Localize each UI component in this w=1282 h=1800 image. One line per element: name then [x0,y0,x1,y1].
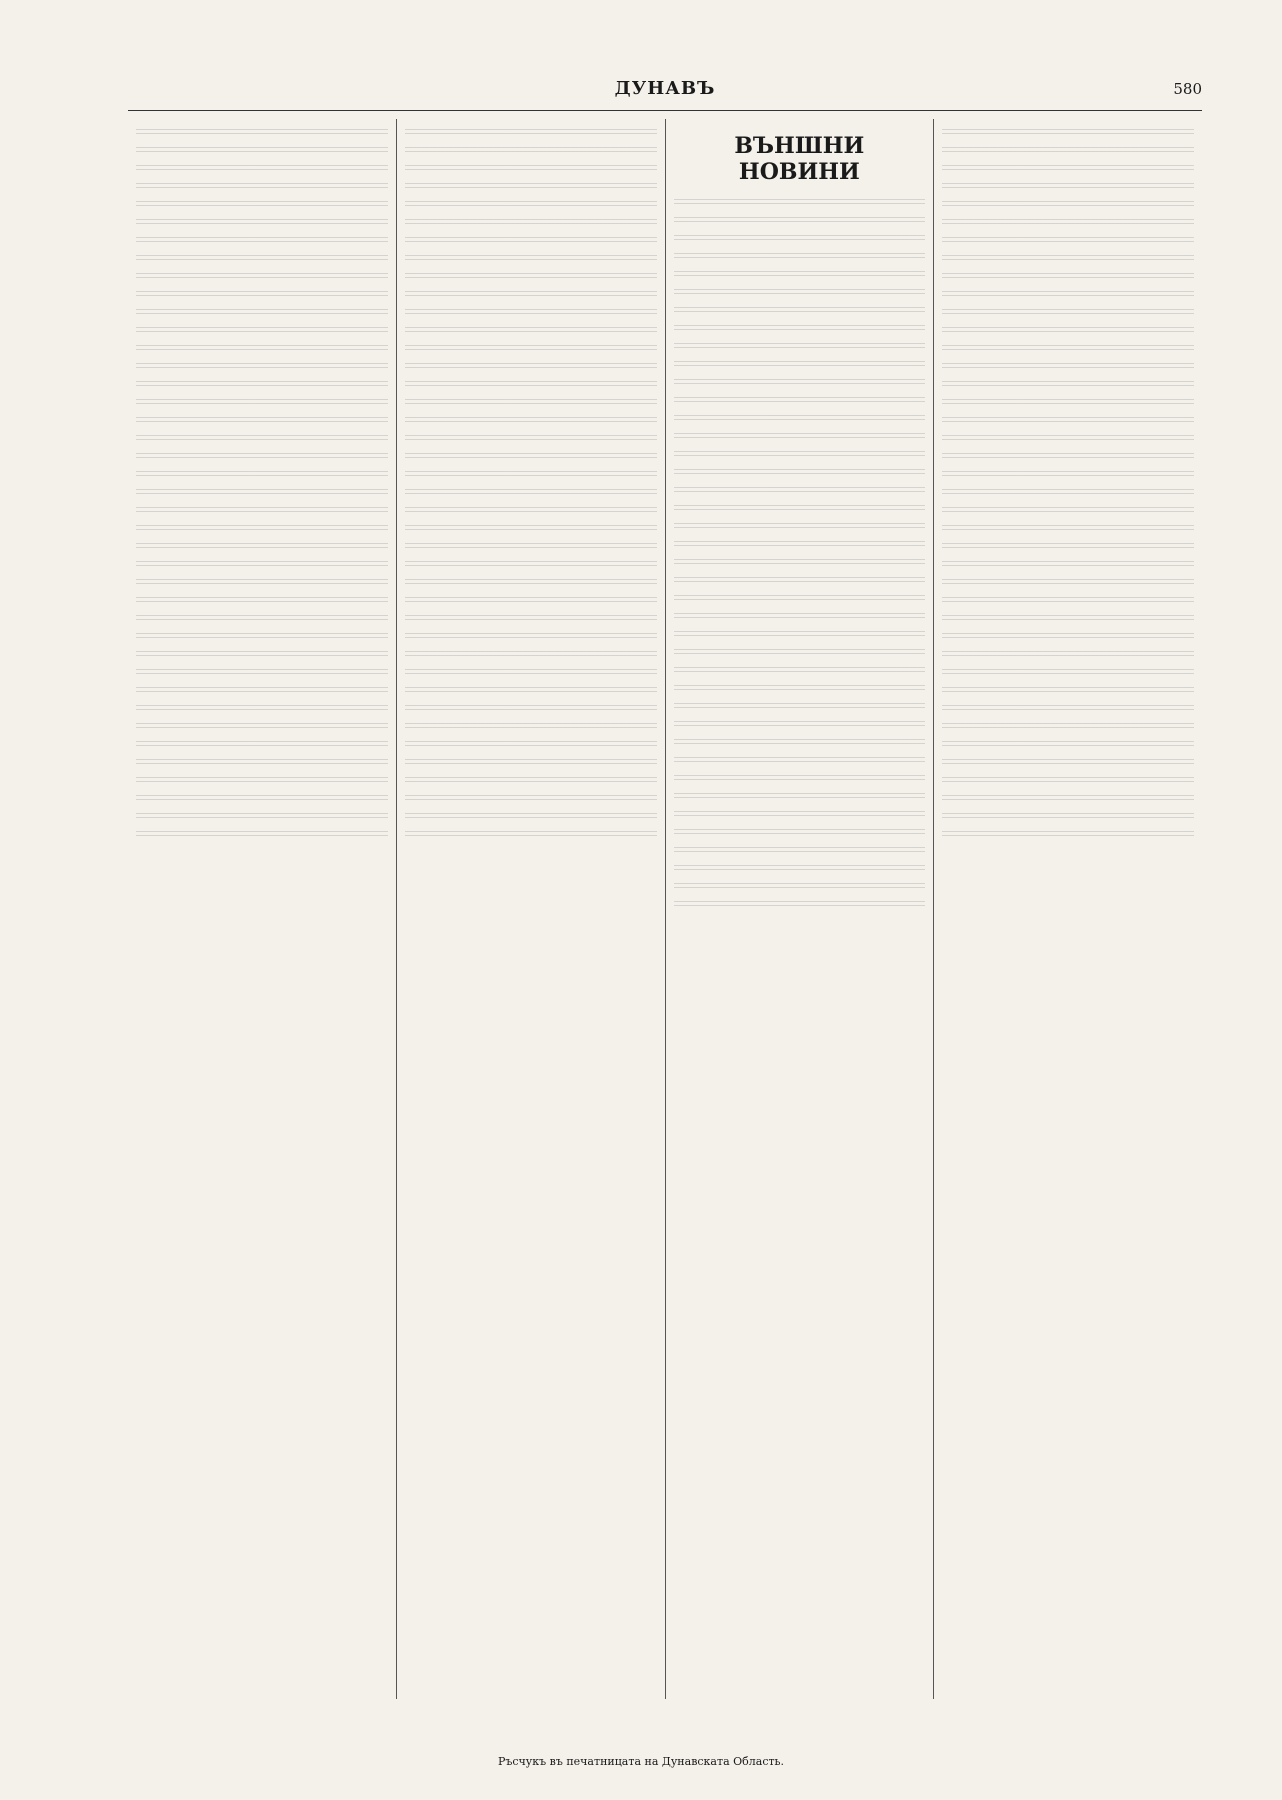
text-line-placeholder [136,399,388,407]
text-line-placeholder [942,633,1194,641]
text-line-placeholder [942,165,1194,173]
text-line-placeholder [405,669,657,677]
text-line-placeholder [674,559,926,567]
text-line-placeholder [405,687,657,695]
text-line-placeholder [136,381,388,389]
text-line-placeholder [674,199,926,207]
text-line-placeholder [136,327,388,335]
text-line-placeholder [674,829,926,837]
text-line-placeholder [405,813,657,821]
page-number: 580 [1173,80,1202,98]
text-columns [128,119,1202,1699]
text-line-placeholder [405,705,657,713]
text-line-placeholder [136,525,388,533]
text-line-placeholder [405,219,657,227]
text-line-placeholder [136,147,388,155]
text-line-placeholder [405,345,657,353]
text-line-placeholder [136,651,388,659]
text-line-placeholder [942,237,1194,245]
text-line-placeholder [405,201,657,209]
text-line-placeholder [674,469,926,477]
text-line-placeholder [405,363,657,371]
text-line-placeholder [136,777,388,785]
text-line-placeholder [942,291,1194,299]
text-line-placeholder [942,309,1194,317]
text-line-placeholder [405,795,657,803]
text-line-placeholder [942,543,1194,551]
text-line-placeholder [405,471,657,479]
text-line-placeholder [942,669,1194,677]
text-line-placeholder [674,613,926,621]
text-line-placeholder [674,901,926,909]
text-line-placeholder [942,129,1194,137]
text-line-placeholder [674,289,926,297]
text-line-placeholder [942,777,1194,785]
text-line-placeholder [405,453,657,461]
text-line-placeholder [136,165,388,173]
text-line-placeholder [942,759,1194,767]
text-line-placeholder [674,541,926,549]
text-line-placeholder [136,435,388,443]
column-2 [397,119,666,1699]
text-line-placeholder [674,253,926,261]
text-line-placeholder [942,345,1194,353]
text-line-placeholder [405,255,657,263]
text-line-placeholder [405,831,657,839]
text-line-placeholder [674,685,926,693]
text-line-placeholder [942,399,1194,407]
text-line-placeholder [942,201,1194,209]
text-line-placeholder [942,615,1194,623]
text-line-placeholder [136,237,388,245]
text-line-placeholder [942,579,1194,587]
column-3 [666,119,935,1699]
text-line-placeholder [136,597,388,605]
text-line-placeholder [136,201,388,209]
text-line-placeholder [136,669,388,677]
text-line-placeholder [405,777,657,785]
text-line-placeholder [405,417,657,425]
text-line-placeholder [674,307,926,315]
text-line-placeholder [136,309,388,317]
text-line-placeholder [942,723,1194,731]
text-line-placeholder [942,525,1194,533]
text-line-placeholder [405,615,657,623]
text-line-placeholder [136,813,388,821]
text-line-placeholder [942,453,1194,461]
text-line-placeholder [136,183,388,191]
text-line-placeholder [405,507,657,515]
text-line-placeholder [405,525,657,533]
text-line-placeholder [405,381,657,389]
text-line-placeholder [405,633,657,641]
masthead [128,70,1202,111]
text-line-placeholder [674,793,926,801]
text-line-placeholder [674,343,926,351]
text-line-placeholder [674,451,926,459]
text-line-placeholder [136,507,388,515]
text-line-placeholder [136,615,388,623]
text-line-placeholder [674,577,926,585]
text-line-placeholder [942,471,1194,479]
text-line-placeholder [405,327,657,335]
text-line-placeholder [674,883,926,891]
text-line-placeholder [405,165,657,173]
text-line-placeholder [674,721,926,729]
text-line-placeholder [136,273,388,281]
text-line-placeholder [942,795,1194,803]
text-line-placeholder [136,687,388,695]
text-line-placeholder [405,291,657,299]
text-line-placeholder [136,219,388,227]
text-line-placeholder [405,651,657,659]
text-line-placeholder [674,217,926,225]
text-line-placeholder [405,183,657,191]
section-heading: ВЪНШНИ НОВИНИ [734,133,865,185]
text-line-placeholder [405,147,657,155]
text-line-placeholder [942,147,1194,155]
text-line-placeholder [405,309,657,317]
text-line-placeholder [942,831,1194,839]
text-line-placeholder [405,723,657,731]
column-4 [934,119,1202,1699]
text-line-placeholder [136,291,388,299]
text-line-placeholder [942,687,1194,695]
text-line-placeholder [674,361,926,369]
text-line-placeholder [674,523,926,531]
text-line-placeholder [674,757,926,765]
text-line-placeholder [942,381,1194,389]
text-line-placeholder [942,363,1194,371]
text-line-placeholder [136,759,388,767]
text-line-placeholder [942,507,1194,515]
text-line-placeholder [405,759,657,767]
text-line-placeholder [405,273,657,281]
text-line-placeholder [136,417,388,425]
text-line-placeholder [674,271,926,279]
text-line-placeholder [942,741,1194,749]
text-line-placeholder [942,561,1194,569]
text-line-placeholder [674,865,926,873]
text-line-placeholder [136,831,388,839]
text-line-placeholder [942,327,1194,335]
text-line-placeholder [674,739,926,747]
text-line-placeholder [136,255,388,263]
text-line-placeholder [136,489,388,497]
text-line-placeholder [405,489,657,497]
text-line-placeholder [674,595,926,603]
text-line-placeholder [674,811,926,819]
text-line-placeholder [942,651,1194,659]
text-line-placeholder [674,631,926,639]
text-line-placeholder [136,579,388,587]
text-line-placeholder [942,219,1194,227]
text-line-placeholder [942,417,1194,425]
text-line-placeholder [674,775,926,783]
text-line-placeholder [136,363,388,371]
text-line-placeholder [674,325,926,333]
text-line-placeholder [942,489,1194,497]
text-line-placeholder [136,705,388,713]
text-line-placeholder [405,597,657,605]
column-1 [128,119,397,1699]
text-line-placeholder [136,723,388,731]
text-line-placeholder [405,435,657,443]
text-line-placeholder [136,345,388,353]
text-line-placeholder [674,703,926,711]
printer-footer: Ръсчукъ въ печатницата на Дунавската Область. [497,1755,785,1768]
text-line-placeholder [942,435,1194,443]
text-line-placeholder [136,795,388,803]
text-line-placeholder [136,453,388,461]
text-line-placeholder [405,579,657,587]
text-line-placeholder [405,741,657,749]
text-line-placeholder [674,649,926,657]
newspaper-title: ДУНАВЪ [614,78,716,99]
text-line-placeholder [405,561,657,569]
text-line-placeholder [674,487,926,495]
text-line-placeholder [674,433,926,441]
text-line-placeholder [136,543,388,551]
text-line-placeholder [136,561,388,569]
text-line-placeholder [942,705,1194,713]
text-line-placeholder [405,543,657,551]
text-line-placeholder [136,129,388,137]
text-line-placeholder [942,813,1194,821]
text-line-placeholder [674,505,926,513]
text-line-placeholder [674,397,926,405]
text-line-placeholder [136,471,388,479]
text-line-placeholder [942,273,1194,281]
text-line-placeholder [405,399,657,407]
text-line-placeholder [405,129,657,137]
text-line-placeholder [674,847,926,855]
text-line-placeholder [942,255,1194,263]
text-line-placeholder [674,379,926,387]
text-line-placeholder [405,237,657,245]
text-line-placeholder [674,235,926,243]
text-line-placeholder [136,633,388,641]
text-line-placeholder [136,741,388,749]
text-line-placeholder [942,597,1194,605]
text-line-placeholder [942,183,1194,191]
text-line-placeholder [674,415,926,423]
text-line-placeholder [674,667,926,675]
